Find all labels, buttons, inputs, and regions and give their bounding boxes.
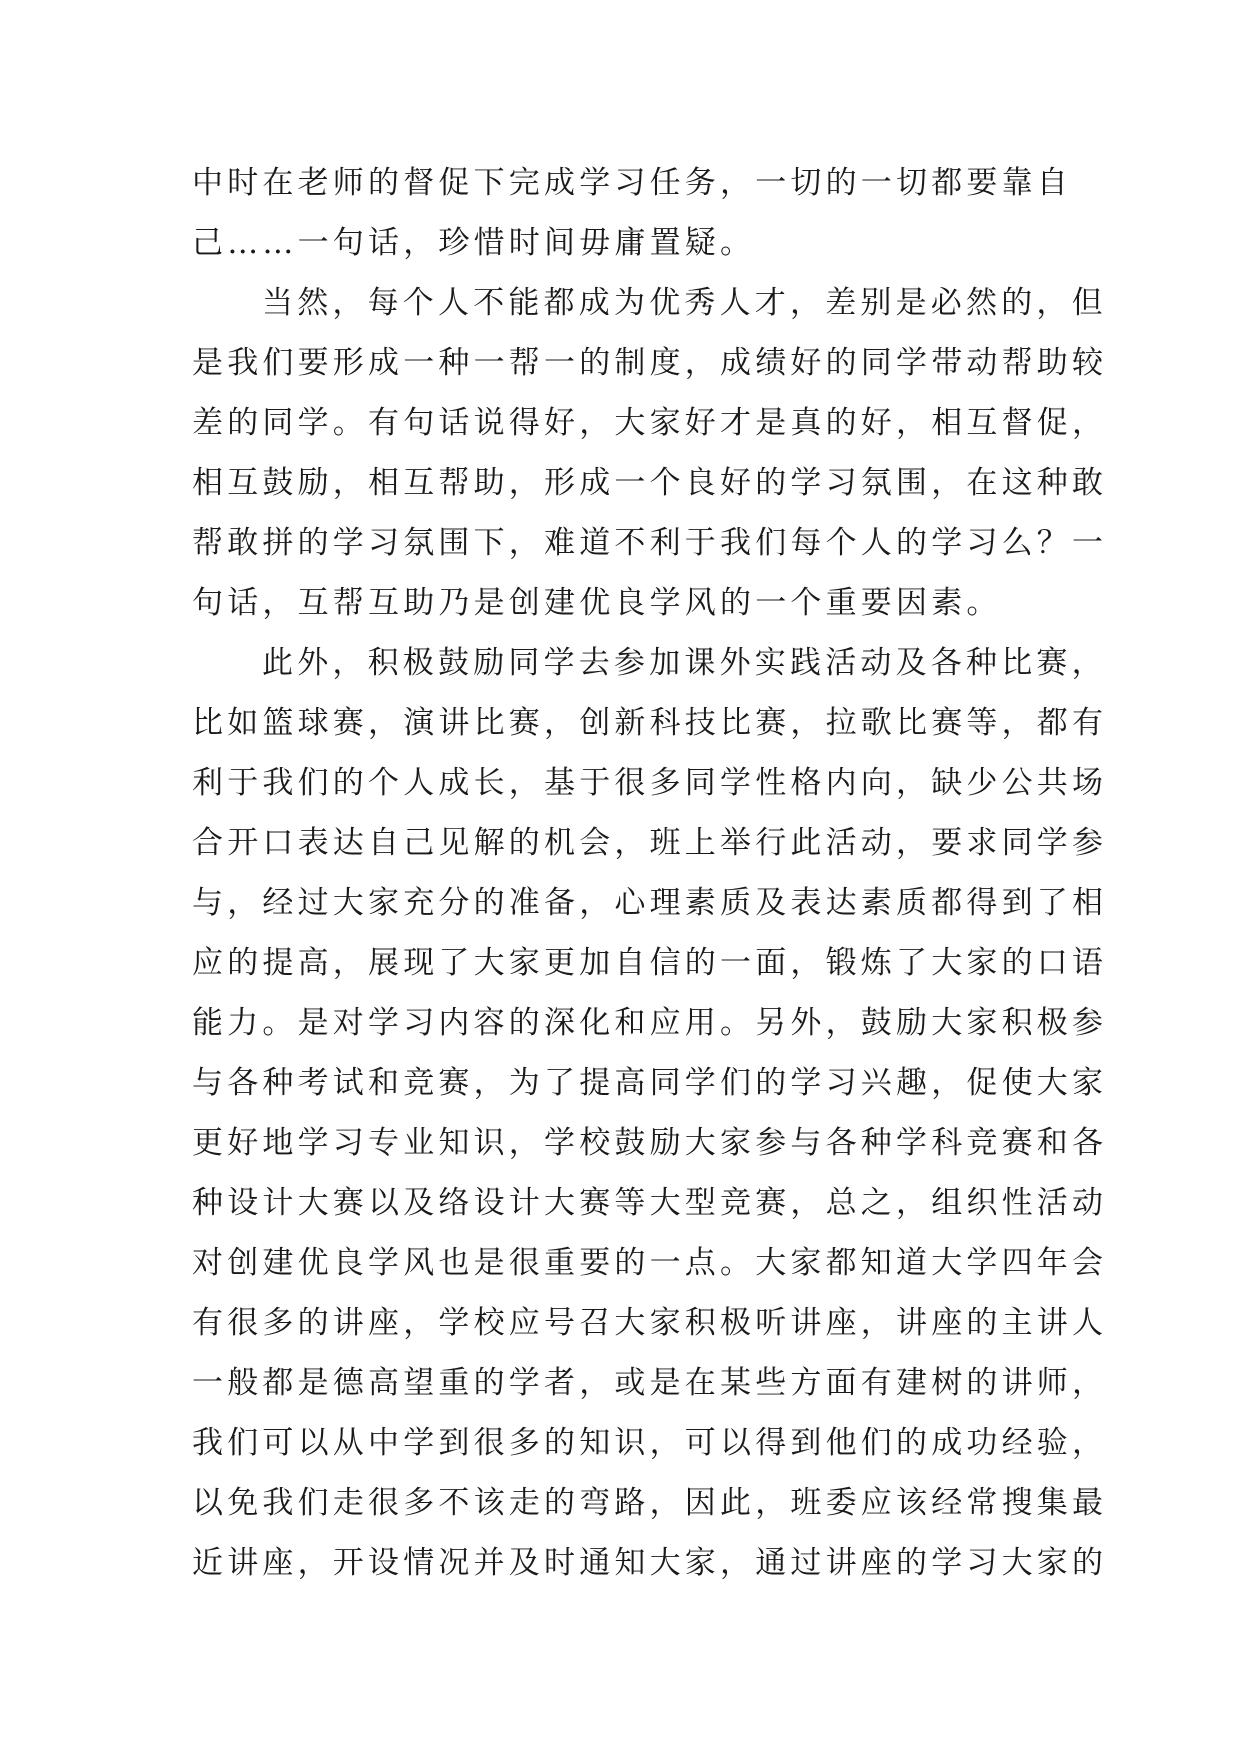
text-line: 应的提高，展现了大家更加自信的一面，锻炼了大家的口语	[192, 945, 1108, 981]
paragraph-first-line: 此外，积极鼓励同学去参加课外实践活动及各种比赛，	[262, 645, 1107, 681]
text-line: 我们可以从中学到很多的知识，可以得到他们的成功经验，	[192, 1425, 1108, 1461]
paragraph-first-line: 当然，每个人不能都成为优秀人才，差别是必然的，但	[262, 285, 1107, 321]
text-line: 以免我们走很多不该走的弯路，因此，班委应该经常搜集最	[192, 1485, 1108, 1521]
text-line: 合开口表达自己见解的机会，班上举行此活动，要求同学参	[192, 825, 1108, 861]
text-line: 能力。是对学习内容的深化和应用。另外，鼓励大家积极参	[192, 1005, 1108, 1041]
text-line: 差的同学。有句话说得好，大家好才是真的好，相互督促，	[192, 405, 1108, 441]
text-line: 种设计大赛以及络设计大赛等大型竞赛，总之，组织性活动	[192, 1185, 1108, 1221]
text-line: 帮敢拼的学习氛围下，难道不利于我们每个人的学习么？一	[192, 525, 1108, 561]
text-line: 与，经过大家充分的准备，心理素质及表达素质都得到了相	[192, 885, 1108, 921]
text-line: 更好地学习专业知识，学校鼓励大家参与各种学科竞赛和各	[192, 1125, 1108, 1161]
text-line: 利于我们的个人成长，基于很多同学性格内向，缺少公共场	[192, 765, 1108, 801]
text-line: 对创建优良学风也是很重要的一点。大家都知道大学四年会	[192, 1245, 1108, 1281]
text-line: 是我们要形成一种一帮一的制度，成绩好的同学带动帮助较	[192, 345, 1108, 381]
text-line: 相互鼓励，相互帮助，形成一个良好的学习氛围，在这种敢	[192, 465, 1108, 501]
text-line: 有很多的讲座，学校应号召大家积极听讲座，讲座的主讲人	[192, 1305, 1108, 1341]
text-line: 中时在老师的督促下完成学习任务，一切的一切都要靠自	[192, 165, 1072, 201]
text-line: 比如篮球赛，演讲比赛，创新科技比赛，拉歌比赛等，都有	[192, 705, 1108, 741]
text-line: 己……一句话，珍惜时间毋庸置疑。	[192, 225, 756, 261]
text-line: 一般都是德高望重的学者，或是在某些方面有建树的讲师，	[192, 1365, 1108, 1401]
text-line: 近讲座，开设情况并及时通知大家，通过讲座的学习大家的	[192, 1545, 1108, 1581]
text-line: 与各种考试和竞赛，为了提高同学们的学习兴趣，促使大家	[192, 1065, 1108, 1101]
text-line: 句话，互帮互助乃是创建优良学风的一个重要因素。	[192, 585, 1002, 621]
body-text	[192, 153, 1108, 1593]
